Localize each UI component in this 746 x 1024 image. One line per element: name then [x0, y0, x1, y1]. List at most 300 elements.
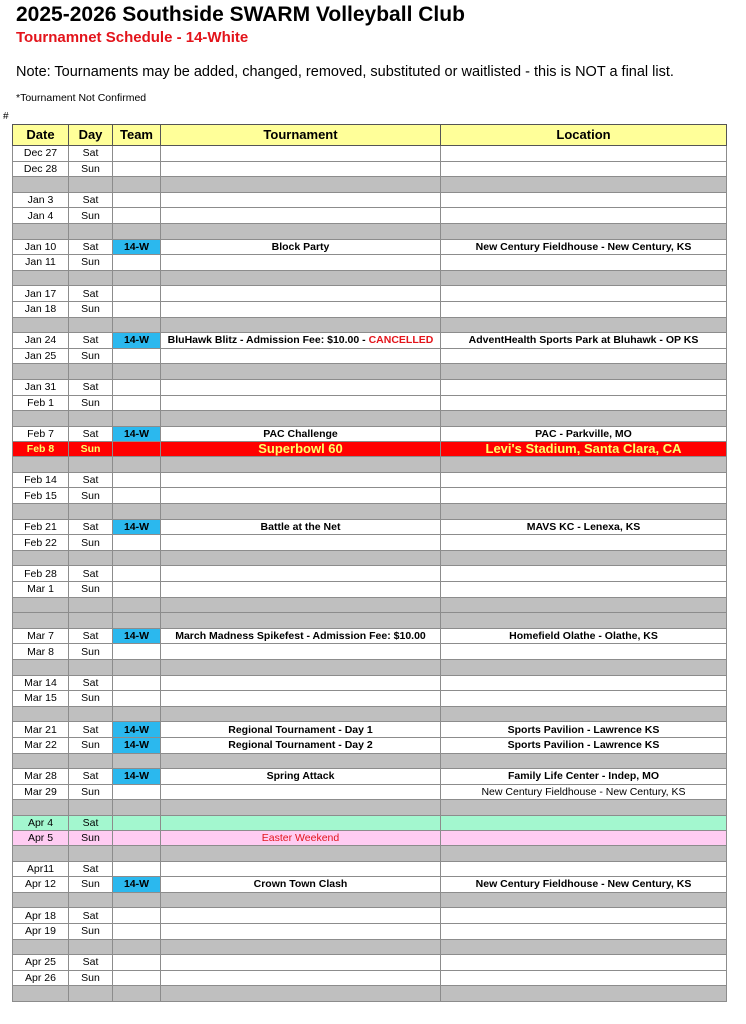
- day-cell: Sun: [69, 301, 113, 317]
- location-cell: [441, 488, 727, 504]
- tournament-cell: [161, 333, 441, 349]
- spacer-cell: [13, 223, 69, 239]
- spacer-cell: [113, 597, 161, 613]
- spacer-cell: [69, 597, 113, 613]
- location-cell: [441, 286, 727, 302]
- location-cell: Levi's Stadium, Santa Clara, CA: [441, 442, 727, 457]
- date-cell: Apr 5: [13, 830, 69, 845]
- team-cell: [113, 566, 161, 582]
- table-row: [13, 582, 727, 598]
- day-cell: Sun: [69, 488, 113, 504]
- spacer-row: [13, 939, 727, 955]
- date-cell: Feb 8: [13, 442, 69, 457]
- spacer-cell: [441, 986, 727, 1002]
- spacer-cell: [161, 706, 441, 722]
- spacer-cell: [13, 613, 69, 629]
- spacer-cell: [13, 504, 69, 520]
- team-cell: 14-W: [113, 333, 161, 349]
- spacer-cell: [113, 364, 161, 380]
- tournament-cell: Spring Attack: [161, 769, 441, 785]
- table-row: [13, 955, 727, 971]
- day-cell: Sun: [69, 161, 113, 177]
- tournament-cell: [161, 815, 441, 830]
- header-location: Location: [441, 125, 727, 146]
- location-cell: [441, 970, 727, 986]
- spacer-cell: [113, 986, 161, 1002]
- team-cell: [113, 923, 161, 939]
- spacer-cell: [441, 613, 727, 629]
- spacer-cell: [13, 800, 69, 816]
- table-row: [13, 208, 727, 224]
- location-cell: Sports Pavilion - Lawrence KS: [441, 737, 727, 753]
- location-cell: Homefield Olathe - Olathe, KS: [441, 628, 727, 644]
- date-cell: Dec 28: [13, 161, 69, 177]
- team-cell: [113, 970, 161, 986]
- spacer-cell: [161, 457, 441, 473]
- spacer-cell: [69, 939, 113, 955]
- spacer-cell: [113, 317, 161, 333]
- spacer-cell: [161, 939, 441, 955]
- team-cell: [113, 442, 161, 457]
- spacer-row: [13, 660, 727, 676]
- spacer-cell: [113, 504, 161, 520]
- spacer-cell: [113, 939, 161, 955]
- location-cell: [441, 379, 727, 395]
- date-cell: Jan 4: [13, 208, 69, 224]
- day-cell: Sat: [69, 239, 113, 255]
- date-cell: Jan 17: [13, 286, 69, 302]
- spacer-cell: [441, 845, 727, 861]
- day-cell: Sat: [69, 769, 113, 785]
- date-cell: Apr 25: [13, 955, 69, 971]
- date-cell: Apr11: [13, 861, 69, 877]
- spacer-cell: [441, 706, 727, 722]
- date-cell: Mar 21: [13, 722, 69, 738]
- spacer-cell: [69, 270, 113, 286]
- date-cell: Apr 4: [13, 815, 69, 830]
- team-cell: [113, 395, 161, 411]
- spacer-cell: [69, 613, 113, 629]
- tournament-cell: [161, 644, 441, 660]
- spacer-cell: [441, 457, 727, 473]
- spacer-row: [13, 457, 727, 473]
- team-cell: 14-W: [113, 426, 161, 442]
- spacer-cell: [161, 845, 441, 861]
- spacer-cell: [69, 986, 113, 1002]
- spacer-cell: [13, 986, 69, 1002]
- header-date: Date: [13, 125, 69, 146]
- tournament-cell: Crown Town Clash: [161, 877, 441, 893]
- spacer-cell: [441, 800, 727, 816]
- spacer-cell: [69, 223, 113, 239]
- spacer-cell: [113, 411, 161, 427]
- location-cell: [441, 644, 727, 660]
- date-cell: Jan 24: [13, 333, 69, 349]
- spacer-row: [13, 364, 727, 380]
- team-cell: [113, 784, 161, 800]
- team-cell: [113, 955, 161, 971]
- day-cell: Sat: [69, 146, 113, 162]
- team-cell: [113, 301, 161, 317]
- spacer-cell: [113, 270, 161, 286]
- footnote: *Tournament Not Confirmed: [16, 92, 147, 104]
- spacer-cell: [13, 892, 69, 908]
- day-cell: Sun: [69, 208, 113, 224]
- spacer-row: [13, 986, 727, 1002]
- tournament-cell: [161, 535, 441, 551]
- date-cell: Mar 1: [13, 582, 69, 598]
- spacer-cell: [69, 892, 113, 908]
- day-cell: Sat: [69, 722, 113, 738]
- spacer-cell: [161, 223, 441, 239]
- spacer-cell: [69, 364, 113, 380]
- date-cell: Jan 3: [13, 192, 69, 208]
- team-cell: [113, 535, 161, 551]
- spacer-cell: [161, 177, 441, 193]
- tournament-cell: [161, 784, 441, 800]
- location-cell: [441, 395, 727, 411]
- tournament-cell: Easter Weekend: [161, 830, 441, 845]
- spacer-cell: [161, 986, 441, 1002]
- day-cell: Sun: [69, 691, 113, 707]
- date-cell: Jan 31: [13, 379, 69, 395]
- spacer-cell: [161, 364, 441, 380]
- tournament-cell: [161, 301, 441, 317]
- spacer-cell: [161, 597, 441, 613]
- tournament-cell: [161, 286, 441, 302]
- location-cell: [441, 675, 727, 691]
- spacer-cell: [13, 317, 69, 333]
- day-cell: Sat: [69, 192, 113, 208]
- tournament-cell: [161, 208, 441, 224]
- tournament-cell: [161, 379, 441, 395]
- day-cell: Sat: [69, 519, 113, 535]
- location-cell: [441, 566, 727, 582]
- spacer-cell: [161, 660, 441, 676]
- spacer-cell: [161, 317, 441, 333]
- team-cell: [113, 861, 161, 877]
- location-cell: Sports Pavilion - Lawrence KS: [441, 722, 727, 738]
- tournament-cell: [161, 861, 441, 877]
- spacer-cell: [13, 270, 69, 286]
- day-cell: Sun: [69, 582, 113, 598]
- hash-mark: #: [3, 111, 9, 122]
- day-cell: Sat: [69, 815, 113, 830]
- spacer-cell: [441, 504, 727, 520]
- tournament-cell: [161, 472, 441, 488]
- date-cell: Apr 18: [13, 908, 69, 924]
- team-cell: 14-W: [113, 239, 161, 255]
- date-cell: Jan 11: [13, 255, 69, 271]
- day-cell: Sun: [69, 255, 113, 271]
- date-cell: Feb 14: [13, 472, 69, 488]
- day-cell: Sun: [69, 970, 113, 986]
- team-cell: 14-W: [113, 769, 161, 785]
- team-cell: [113, 815, 161, 830]
- table-row: [13, 255, 727, 271]
- spacer-cell: [161, 504, 441, 520]
- spacer-cell: [69, 706, 113, 722]
- spacer-row: [13, 597, 727, 613]
- spacer-cell: [13, 660, 69, 676]
- day-cell: Sun: [69, 535, 113, 551]
- location-cell: [441, 830, 727, 845]
- table-row: [13, 877, 727, 893]
- location-cell: New Century Fieldhouse - New Century, KS: [441, 239, 727, 255]
- table-row: [13, 769, 727, 785]
- header-tournament: Tournament: [161, 125, 441, 146]
- date-cell: Mar 22: [13, 737, 69, 753]
- table-row: [13, 379, 727, 395]
- table-row: [13, 970, 727, 986]
- location-cell: PAC - Parkville, MO: [441, 426, 727, 442]
- table-row: [13, 830, 727, 845]
- spacer-row: [13, 317, 727, 333]
- spacer-cell: [69, 411, 113, 427]
- date-cell: Mar 29: [13, 784, 69, 800]
- cancelled-badge: CANCELLED: [368, 334, 434, 347]
- spacer-cell: [69, 177, 113, 193]
- day-cell: Sun: [69, 395, 113, 411]
- team-cell: 14-W: [113, 628, 161, 644]
- spacer-cell: [441, 597, 727, 613]
- team-cell: [113, 644, 161, 660]
- spacer-cell: [69, 504, 113, 520]
- tournament-cell: March Madness Spikefest - Admission Fee: $10.00: [161, 628, 441, 644]
- date-cell: Mar 7: [13, 628, 69, 644]
- spacer-cell: [69, 457, 113, 473]
- location-cell: [441, 348, 727, 364]
- spacer-cell: [113, 660, 161, 676]
- table-row: [13, 301, 727, 317]
- table-row: [13, 691, 727, 707]
- location-cell: [441, 923, 727, 939]
- location-cell: AdventHealth Sports Park at Bluhawk - OP KS: [441, 333, 727, 349]
- date-cell: Dec 27: [13, 146, 69, 162]
- spacer-row: [13, 550, 727, 566]
- page-subtitle: Tournamnet Schedule - 14-White: [16, 29, 249, 46]
- team-cell: [113, 675, 161, 691]
- spacer-cell: [441, 270, 727, 286]
- team-cell: [113, 488, 161, 504]
- location-cell: [441, 255, 727, 271]
- table-row: [13, 737, 727, 753]
- tournament-cell: Regional Tournament - Day 1: [161, 722, 441, 738]
- spacer-cell: [69, 845, 113, 861]
- table-row: [13, 161, 727, 177]
- spacer-cell: [161, 411, 441, 427]
- location-cell: New Century Fieldhouse - New Century, KS: [441, 877, 727, 893]
- tournament-cell: [161, 675, 441, 691]
- header-team: Team: [113, 125, 161, 146]
- team-cell: [113, 161, 161, 177]
- tournament-cell: Block Party: [161, 239, 441, 255]
- day-cell: Sat: [69, 955, 113, 971]
- date-cell: Mar 28: [13, 769, 69, 785]
- tournament-cell: [161, 192, 441, 208]
- table-row: [13, 815, 727, 830]
- spacer-row: [13, 892, 727, 908]
- day-cell: Sat: [69, 675, 113, 691]
- spacer-cell: [161, 613, 441, 629]
- day-cell: Sun: [69, 877, 113, 893]
- spacer-cell: [113, 550, 161, 566]
- table-row: [13, 722, 727, 738]
- team-cell: [113, 192, 161, 208]
- table-header-row: [13, 125, 727, 146]
- spacer-cell: [161, 753, 441, 769]
- table-row: [13, 566, 727, 582]
- spacer-cell: [441, 223, 727, 239]
- day-cell: Sat: [69, 861, 113, 877]
- spacer-cell: [13, 706, 69, 722]
- tournament-cell: [161, 955, 441, 971]
- tournament-cell: [161, 488, 441, 504]
- spacer-cell: [13, 939, 69, 955]
- team-cell: 14-W: [113, 722, 161, 738]
- spacer-cell: [69, 753, 113, 769]
- date-cell: Apr 12: [13, 877, 69, 893]
- spacer-cell: [113, 223, 161, 239]
- table-row: [13, 535, 727, 551]
- spacer-cell: [113, 845, 161, 861]
- location-cell: [441, 535, 727, 551]
- day-cell: Sun: [69, 923, 113, 939]
- location-cell: [441, 472, 727, 488]
- spacer-row: [13, 223, 727, 239]
- spacer-row: [13, 504, 727, 520]
- spacer-row: [13, 800, 727, 816]
- spacer-cell: [113, 457, 161, 473]
- team-cell: 14-W: [113, 877, 161, 893]
- day-cell: Sat: [69, 628, 113, 644]
- tournament-cell: [161, 146, 441, 162]
- day-cell: Sun: [69, 830, 113, 845]
- page-title: 2025-2026 Southside SWARM Volleyball Club: [16, 3, 465, 26]
- table-row: [13, 784, 727, 800]
- table-row: [13, 146, 727, 162]
- table-row: [13, 192, 727, 208]
- tournament-cell: [161, 566, 441, 582]
- spacer-cell: [69, 800, 113, 816]
- team-cell: [113, 379, 161, 395]
- day-cell: Sun: [69, 737, 113, 753]
- table-row: [13, 286, 727, 302]
- team-cell: [113, 472, 161, 488]
- tournament-cell: [161, 161, 441, 177]
- spacer-cell: [441, 317, 727, 333]
- day-cell: Sat: [69, 333, 113, 349]
- spacer-cell: [113, 800, 161, 816]
- location-cell: MAVS KC - Lenexa, KS: [441, 519, 727, 535]
- spacer-cell: [69, 550, 113, 566]
- spacer-row: [13, 411, 727, 427]
- table-row: [13, 644, 727, 660]
- date-cell: Feb 1: [13, 395, 69, 411]
- location-cell: [441, 208, 727, 224]
- schedule-table: [12, 124, 727, 1002]
- spacer-cell: [441, 364, 727, 380]
- spacer-cell: [13, 457, 69, 473]
- date-cell: Feb 7: [13, 426, 69, 442]
- tournament-cell: [161, 348, 441, 364]
- spacer-cell: [113, 613, 161, 629]
- spacer-cell: [69, 660, 113, 676]
- spacer-row: [13, 706, 727, 722]
- schedule-note: Note: Tournaments may be added, changed, removed, substituted or waitlisted - this is NOT a final list.: [16, 64, 674, 80]
- header-day: Day: [69, 125, 113, 146]
- location-cell: [441, 815, 727, 830]
- team-cell: 14-W: [113, 737, 161, 753]
- spacer-cell: [13, 753, 69, 769]
- location-cell: [441, 161, 727, 177]
- spacer-cell: [441, 177, 727, 193]
- location-cell: [441, 301, 727, 317]
- tournament-cell: Battle at the Net: [161, 519, 441, 535]
- team-cell: [113, 348, 161, 364]
- spacer-row: [13, 270, 727, 286]
- spacer-cell: [441, 892, 727, 908]
- location-cell: [441, 861, 727, 877]
- date-cell: Mar 8: [13, 644, 69, 660]
- spacer-cell: [441, 939, 727, 955]
- location-cell: [441, 146, 727, 162]
- table-row: [13, 861, 727, 877]
- spacer-cell: [13, 364, 69, 380]
- spacer-row: [13, 613, 727, 629]
- table-row: [13, 628, 727, 644]
- table-row: [13, 472, 727, 488]
- table-row: [13, 239, 727, 255]
- date-cell: Feb 21: [13, 519, 69, 535]
- spacer-row: [13, 753, 727, 769]
- table-row: [13, 348, 727, 364]
- day-cell: Sat: [69, 379, 113, 395]
- spacer-cell: [161, 550, 441, 566]
- location-cell: Family Life Center - Indep, MO: [441, 769, 727, 785]
- table-row: [13, 923, 727, 939]
- day-cell: Sat: [69, 426, 113, 442]
- tournament-cell: [161, 582, 441, 598]
- location-cell: [441, 908, 727, 924]
- spacer-cell: [113, 177, 161, 193]
- location-cell: [441, 582, 727, 598]
- day-cell: Sun: [69, 348, 113, 364]
- table-row: [13, 488, 727, 504]
- spacer-cell: [441, 411, 727, 427]
- date-cell: Jan 18: [13, 301, 69, 317]
- spacer-cell: [441, 550, 727, 566]
- date-cell: Jan 10: [13, 239, 69, 255]
- table-row: [13, 333, 727, 349]
- tournament-cell: [161, 908, 441, 924]
- spacer-cell: [113, 753, 161, 769]
- spacer-cell: [13, 845, 69, 861]
- tournament-cell: PAC Challenge: [161, 426, 441, 442]
- tournament-cell: [161, 923, 441, 939]
- spacer-cell: [69, 317, 113, 333]
- day-cell: Sat: [69, 566, 113, 582]
- tournament-cell: [161, 255, 441, 271]
- tournament-cell: [161, 691, 441, 707]
- date-cell: Feb 15: [13, 488, 69, 504]
- date-cell: Jan 25: [13, 348, 69, 364]
- team-cell: [113, 582, 161, 598]
- team-cell: [113, 908, 161, 924]
- location-cell: [441, 691, 727, 707]
- team-cell: [113, 691, 161, 707]
- table-row: [13, 395, 727, 411]
